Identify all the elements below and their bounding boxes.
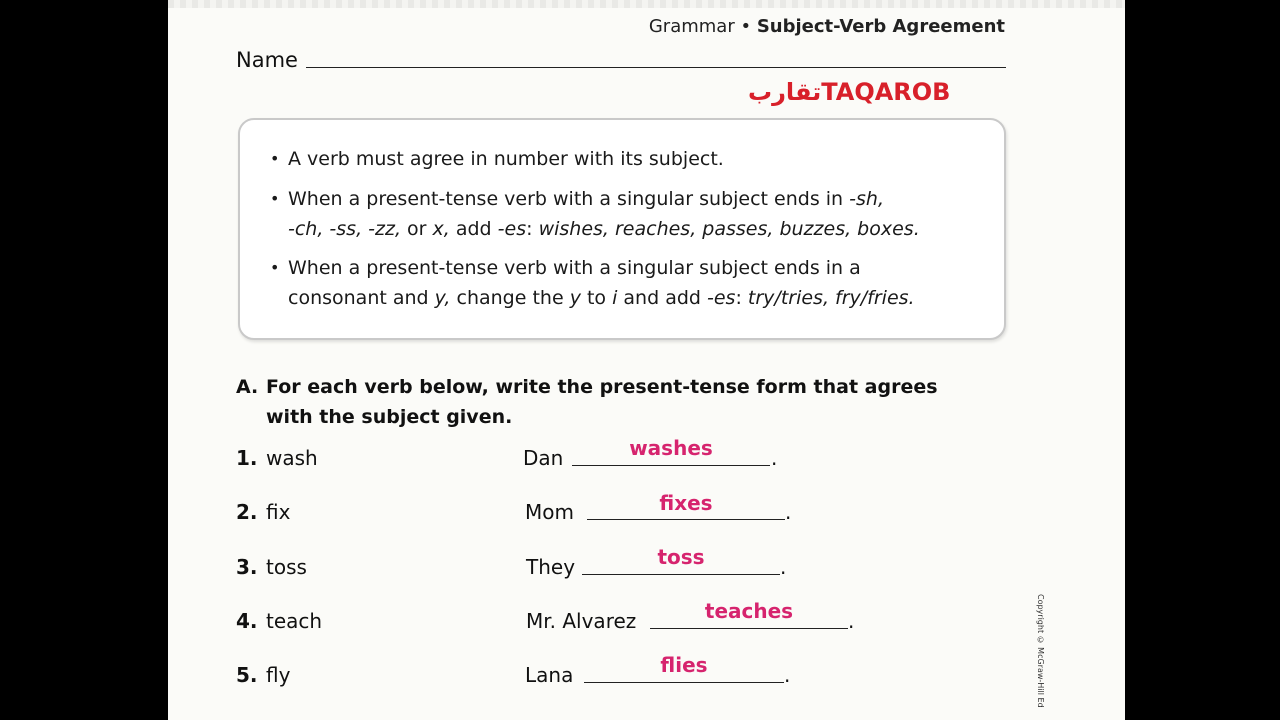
header-separator: • <box>740 16 752 37</box>
item-subject: Mom <box>525 500 574 524</box>
rule-text: to <box>580 287 613 309</box>
header-prefix: Grammar <box>648 16 735 37</box>
watermark-logo: تقاربTAQAROB <box>748 78 951 106</box>
rule-item <box>270 253 915 313</box>
copyright-note: Copyright © McGraw-Hill Ed <box>1036 594 1045 708</box>
sentence-period: . <box>785 500 792 524</box>
sentence-period: . <box>848 609 855 633</box>
rule-text: A verb must agree in number with its subject. <box>288 148 724 170</box>
item-subject: Dan <box>523 446 564 470</box>
rule-item <box>270 184 920 244</box>
section-instruction-text: For each verb below, write the present-tense form that agrees with the subject given. <box>266 376 938 428</box>
page-header <box>649 16 1005 37</box>
name-field[interactable] <box>306 67 1006 68</box>
rule-text: -sh, <box>849 188 884 210</box>
exercise-item <box>236 500 290 524</box>
item-verb: wash <box>266 446 318 470</box>
exercise-item <box>236 555 307 579</box>
answer-text: teaches <box>704 599 794 623</box>
item-verb: teach <box>266 609 323 633</box>
rule-text: wishes, reaches, passes, buzzes, boxes. <box>538 218 920 240</box>
rule-text: x, <box>432 218 450 240</box>
rule-text: change the <box>450 287 570 309</box>
rule-text: When a present-tense verb with a singular subject ends in <box>288 188 850 210</box>
rule-text: -es <box>497 218 527 240</box>
exercise-item <box>236 609 322 633</box>
rule-text: -ch, -ss, -zz, <box>288 218 401 240</box>
answer-text: fixes <box>659 491 713 515</box>
item-number: 4. <box>236 609 258 633</box>
answer-text: flies <box>660 653 708 677</box>
item-verb: fix <box>266 500 291 524</box>
item-number: 5. <box>236 663 258 687</box>
sentence-period: . <box>784 663 791 687</box>
rule-text: try/tries, fry/fries. <box>747 287 915 309</box>
item-subject: Mr. Alvarez <box>526 609 637 633</box>
item-number: 1. <box>236 446 258 470</box>
top-band <box>168 0 1125 8</box>
rule-text: When a present-tense verb with a singular subject ends in a <box>288 257 861 279</box>
answer-blank[interactable] <box>582 574 780 575</box>
rule-text: -es <box>707 287 736 309</box>
bullet-icon: • <box>270 149 280 168</box>
sentence-period: . <box>771 446 778 470</box>
rule-text: add <box>449 218 498 240</box>
bullet-icon: • <box>270 258 280 277</box>
exercise-item <box>236 446 318 470</box>
section-a-instruction <box>236 372 956 432</box>
answer-text: washes <box>629 436 713 460</box>
rule-text: : <box>526 218 539 240</box>
section-letter: A. <box>236 376 259 398</box>
sentence-period: . <box>780 555 787 579</box>
answer-blank[interactable] <box>587 519 785 520</box>
answer-blank[interactable] <box>572 465 770 466</box>
exercise-item <box>236 663 290 687</box>
answer-blank[interactable] <box>584 682 784 683</box>
item-number: 2. <box>236 500 258 524</box>
item-subject: They <box>526 555 576 579</box>
item-verb: toss <box>266 555 307 579</box>
item-subject: Lana <box>525 663 574 687</box>
grammar-rules-box <box>238 118 1006 340</box>
rule-text: or <box>401 218 433 240</box>
rule-text: y, <box>434 287 451 309</box>
item-verb: fly <box>266 663 291 687</box>
header-title: Subject-Verb Agreement <box>756 16 1005 37</box>
rule-text: : <box>735 287 748 309</box>
rule-text: consonant and <box>288 287 435 309</box>
answer-blank[interactable] <box>650 628 848 629</box>
rule-text: y <box>569 287 581 309</box>
rule-text: and add <box>617 287 708 309</box>
answer-text: toss <box>657 545 705 569</box>
rule-text: i <box>612 287 618 309</box>
rule-item <box>270 144 724 174</box>
item-number: 3. <box>236 555 258 579</box>
name-label: Name <box>236 48 298 72</box>
worksheet-page <box>168 0 1125 720</box>
bullet-icon: • <box>270 189 280 208</box>
